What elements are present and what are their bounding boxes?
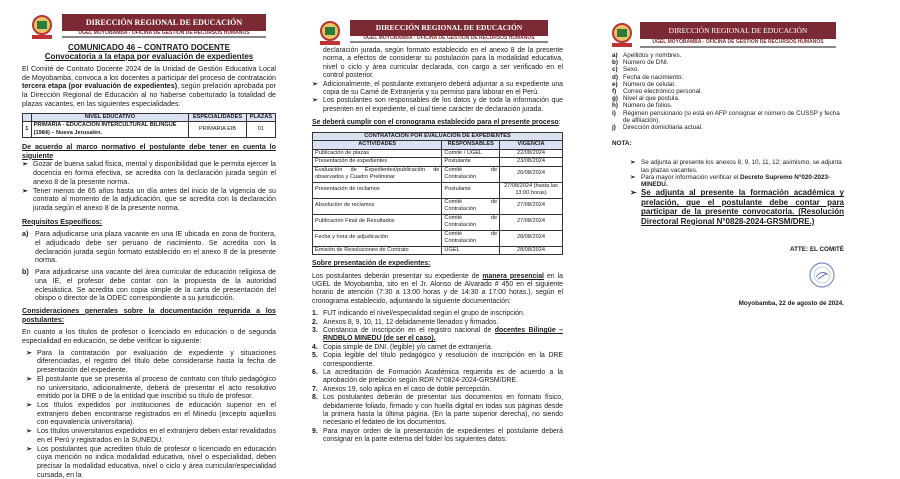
list-item: ➢ Para mayor información verificar el Decreto Supremo N°020-2023-MINEDU. [630, 173, 831, 189]
requirements-heading: Requisitos Específicos: [22, 217, 103, 226]
page-title: COMUNICADO 46 – CONTRATO DOCENTE [68, 43, 230, 52]
considerations-intro: En cuanto a los títulos de profesor o licenciado en educación o de segunda especialidad en educación, se debe verificar lo siguiente: [22, 328, 276, 346]
regional-logo [30, 14, 54, 40]
header-title: DIRECCIÓN REGIONAL DE EDUCACIÓN [62, 14, 266, 31]
list-item: b) Número de DNI. [612, 59, 669, 67]
table-cell: Comité de Contratación [442, 214, 500, 230]
official-seal [612, 261, 836, 291]
table-cell: 28/08/2024 [500, 230, 563, 246]
table-cell: Absolución de reclamos [313, 198, 442, 214]
list-item: i) Régimen pensionario (si está en AFP consignar el número de CUSSP y fecha de afiliación). [612, 109, 840, 124]
page-3 [600, 0, 900, 461]
page-1 [0, 0, 300, 479]
table-cell: 27/08/2024 [500, 214, 563, 230]
list-item: 8. Los postulantes deberán de presentar sus documentos en formato físico, debidamente foliado, firmado y con huella digital en todas sus páginas desde la primera hasta la última página. (En la parte superior derecha), no siendo necesario el fedateo de los documentos. [312, 394, 563, 427]
table-cell: Publicación de plazas [313, 149, 442, 158]
page-2 [300, 0, 600, 461]
list-item: ➢ Se adjunta al presente la formación académica y prelación, que el postulante debe contar para participar de la presente convocatoria. (Resolución Directoral Regional N°0828-2024-GRSM/DRE.) [630, 188, 844, 226]
schedule-table: CONTRATACIÓN POR EVALUACIÓN DE EXPEDIENTES ACTIVIDADES RESPONSABLES VIGENCIA Publicación de plazas Comité / UGEL 22/08/2024 Presentación de expedientes Postulante 23/08/2024 Evaluación de Expedientes/publicación de observados y Cuadro Preliminar Comité de Contratación 26/08/2024 Presentación de reclamos Postulante 27/08/2024 (hasta las 13:00 horas) Absolución de reclamos Comité de Contratación 27/08/2024 Publicación Final de Resultados Comité de Contratación 27/08/2024 Fecha y hora de adjudicación Comité de Contratación 28/08/2024 Emisión de Resoluciones de Contrato UGEL 28/08/2024 [312, 132, 563, 256]
list-item: 4. Copia simple de DNI. (legible) y/o carnet de extranjería. [312, 343, 493, 351]
table-cell: 23/08/2024 [500, 158, 563, 167]
regional-logo [318, 20, 342, 46]
list-item: c) Sexo. [612, 66, 640, 74]
table-cell: Comité de Contratación [442, 166, 500, 182]
table-cell: Emisión de Resoluciones de Contrato [313, 246, 442, 255]
list-item: a) Apellidos y nombres. [612, 52, 682, 59]
submission-heading: Sobre presentación de expedientes: [312, 260, 431, 268]
list-item: ➢ Los postulantes son responsables de los datos y de toda la información que presenten en el expediente, el cual tiene carácter de declaración jurada. [312, 97, 563, 113]
table-cell: Publicación Final de Resultados [313, 214, 442, 230]
list-item: ➢ Para la contratación por evaluación de expediente y situaciones diferenciadas, el registro del título debe considerarse hasta la fecha de presentación del expediente. [26, 348, 276, 375]
table-cell: Postulante [442, 158, 500, 167]
list-item: a) Para adjudicarse una plaza vacante en una IE ubicada en zona de frontera, el adjudicado debe ser peruano de nacimiento. Se acredita con la declaración jurada según formato establecido en el anexo 8 de la presente norma. [22, 230, 276, 265]
list-item: ➢ El postulante que se presenta al proceso de contrato con título pedagógico no universitario, adicionalmente, deberá de presentar el acto resolutivo emitido por la DRE o de la entidad que inscribió su título de profesor. [26, 374, 276, 401]
table-row [313, 230, 563, 246]
vacancies-table: NIVEL EDUCATIVO ESPECIALIDADES PLAZAS 1 PRIMARIA - EDUCACIÓN INTERCULTURAL BILINGÜE (1984) – Nueva Jerusalén. PRIMARIA EIB 01 [22, 113, 276, 139]
intro-paragraph: El Comité de Contrato Docente 2024 de la Unidad de Gestión Educativa Local de Moyobamba, convoca a los docentes a participar del proceso de contratación tercera etapa (por evaluación de expedientes), según prelación aprobada por la Dirección Regional de Educación al no haberse coberturado la totalidad de plazas vacantes, en las siguientes especialidades: [22, 65, 276, 108]
list-item: 6. La acreditación de Formación Académica requerida es de acuerdo a la aprobación de prelación según RDR N°0824-2024-GRSM/DRE. [312, 369, 563, 385]
list-item: ➢ Gozar de buena salud física, mental y disponibilidad que le permita ejercer la docencia en forma efectiva, se acredita con la declaración jurada según el anexo 8 de la presente norma. [22, 160, 276, 186]
list-item: 9. Para mayor orden de la presentación de expedientes el postulante deberá consignar en la parte externa del folder los siguientes datos: [312, 427, 563, 444]
list-item: g) Nivel al que postula. [612, 95, 680, 103]
list-item: ➢ Los títulos expedidos por instituciones de educación superior en el extranjero deben encontrarse registrados en el Minedu (excepto aquellos con equivalencia universitaria). [26, 401, 276, 427]
considerations-heading: Consideraciones generales sobre la documentación requerida a los postulantes: [22, 306, 276, 324]
table-cell: 27/08/2024 (hasta las 13:00 horas) [500, 182, 563, 198]
list-item: ➢ Tener menos de 65 años hasta un día antes del inicio de la vigencia de su contrato al momento de la adjudicación, que se acredita con la declaración jurada según el anexo 8 de la presente norma. [22, 186, 276, 212]
header-subtitle: UGEL MOYOBAMBA - OFICINA DE GESTIÓN DE RECURSOS HUMANOS [350, 36, 548, 43]
table-cell: 26/08/2024 [500, 166, 563, 182]
table-cell: Fecha y hora de adjudicación [313, 230, 442, 246]
table-cell: Comité de Contratación [442, 198, 500, 214]
schedule-heading: Se deberá cumplir con el cronograma establecido para el presente proceso: [312, 119, 561, 127]
table-row [313, 166, 563, 182]
table-row [313, 198, 563, 214]
table-cell: Postulante [442, 182, 500, 198]
table-cell: UGEL [442, 246, 500, 255]
list-item: ➢ Adicionalmente, el postulante extranjero deberá adjuntar a su expediente una copia de su Carné de Extranjería y su permiso para laborar en el Perú. [312, 80, 563, 97]
table-row [313, 149, 563, 158]
list-item: 2. Anexos 8, 9, 10, 11, 12 debidamente llenados y firmados. [312, 318, 499, 326]
list-item: 3. Constancia de inscripción en el registro nacional de docentes Bilingüe – RNDBLO MINEDU (de ser el caso). [312, 327, 564, 343]
table-cell: 28/08/2024 [500, 246, 563, 255]
list-item: h) Número de folios. [612, 102, 673, 110]
submission-paragraph: Los postulantes deberán presentar su expediente de manera presencial en la UGEL de Moyobamba, sito en el Jr. Alonso de Alvarado # 450 en el siguiente horario de atención (7:30 a 13:00 horas y de 14:30 a 17:00 horas.), según el cronograma establecido, adjuntando la siguiente documentación: [312, 272, 564, 305]
header-title: DIRECCIÓN REGIONAL DE EDUCACIÓN [640, 22, 836, 39]
table-row [313, 214, 563, 230]
regional-logo [610, 22, 634, 48]
table-cell: Evaluación de Expedientes/publicación de observados y Cuadro Preliminar [313, 166, 442, 182]
list-item: b) Para adjudicarse una vacante del área curricular de educación religiosa de una IE, el profesor debe contar con la propuesta de la autoridad eclesiástica. Se acredita con copia simple de la carta de presentación del obispo o director de la ODEC correspondiente a su jurisdicción. [22, 268, 276, 303]
list-item: 1. FUT indicando el nivel/especialidad según el grupo de inscripción. [312, 310, 525, 318]
table-cell: 27/08/2024 [500, 198, 563, 214]
nota-label: NOTA: [612, 140, 632, 148]
table-cell: Presentación de expedientes [313, 158, 442, 167]
marco-heading: De acuerdo al marco normativo el postulante debe tener en cuenta lo siguiente [22, 143, 276, 160]
list-item: j) Dirección domiciliaria actual. [612, 124, 703, 132]
table-row [313, 246, 563, 255]
continued-paragraph: declaración jurada, según formato establecido en el anexo 8 de la presente norma, a efectos de considerar su postulación para la modalidad educativa, nivel o ciclo y área curricular declarada, con cargo a ser verificado en el control posterior. [323, 47, 563, 80]
document-date: Moyobamba, 22 de agosto de 2024. [738, 299, 844, 307]
list-item: 5. Copia legible del título pedagógico y resolución de inscripción en la DRE correspondiente. [312, 352, 563, 368]
table-row: 1 PRIMARIA - EDUCACIÓN INTERCULTURAL BILINGÜE (1984) – Nueva Jerusalén. PRIMARIA EIB 01 [23, 122, 276, 138]
list-item: 7. Anexos 19, solo aplica en el caso de doble percepción. [312, 385, 492, 393]
table-cell: 22/08/2024 [500, 149, 563, 158]
page-subtitle: Convocatoria a la etapa por evaluación de expedientes [44, 52, 254, 61]
header-subtitle: UGEL MOYOBAMBA - OFICINA DE GESTIÓN DE RECURSOS HUMANOS [62, 31, 266, 38]
list-item: d) Fecha de nacimiento. [612, 73, 684, 81]
header-title: DIRECCIÓN REGIONAL DE EDUCACIÓN [350, 20, 548, 36]
list-item: ➢ Los títulos universitarios expedidos en el extranjero deben estar revalidados en el Perú y registrados en la SUNEDU. [26, 427, 276, 444]
list-item: f) Correo electrónico personal. [612, 88, 703, 96]
table-row [313, 158, 563, 167]
signature-committee: ATTE: EL COMITÉ [790, 246, 844, 254]
header-subtitle: UGEL MOYOBAMBA - OFICINA DE GESTIÓN DE RECURSOS HUMANOS [640, 39, 836, 48]
list-item: ➢ Los postulantes que acrediten título de profesor o licenciado en educación cuya mención no indica modalidad educativa, nivel o especialidad, deben precisar la modalidad educativa, nivel o ciclo y área curricular/especialidad cursada, en la [26, 444, 276, 479]
table-cell: Presentación de reclamos [313, 182, 442, 198]
list-item: ➢ Se adjunta al presente los anexos 8, 9, 10, 11, 12; asimismo, se adjunta las plazas vacantes. [630, 159, 842, 174]
table-row [313, 182, 563, 198]
table-cell: Comité de Contratación [442, 230, 500, 246]
list-item: e) Número de celular. [612, 80, 676, 88]
table-cell: Comité / UGEL [442, 149, 500, 158]
